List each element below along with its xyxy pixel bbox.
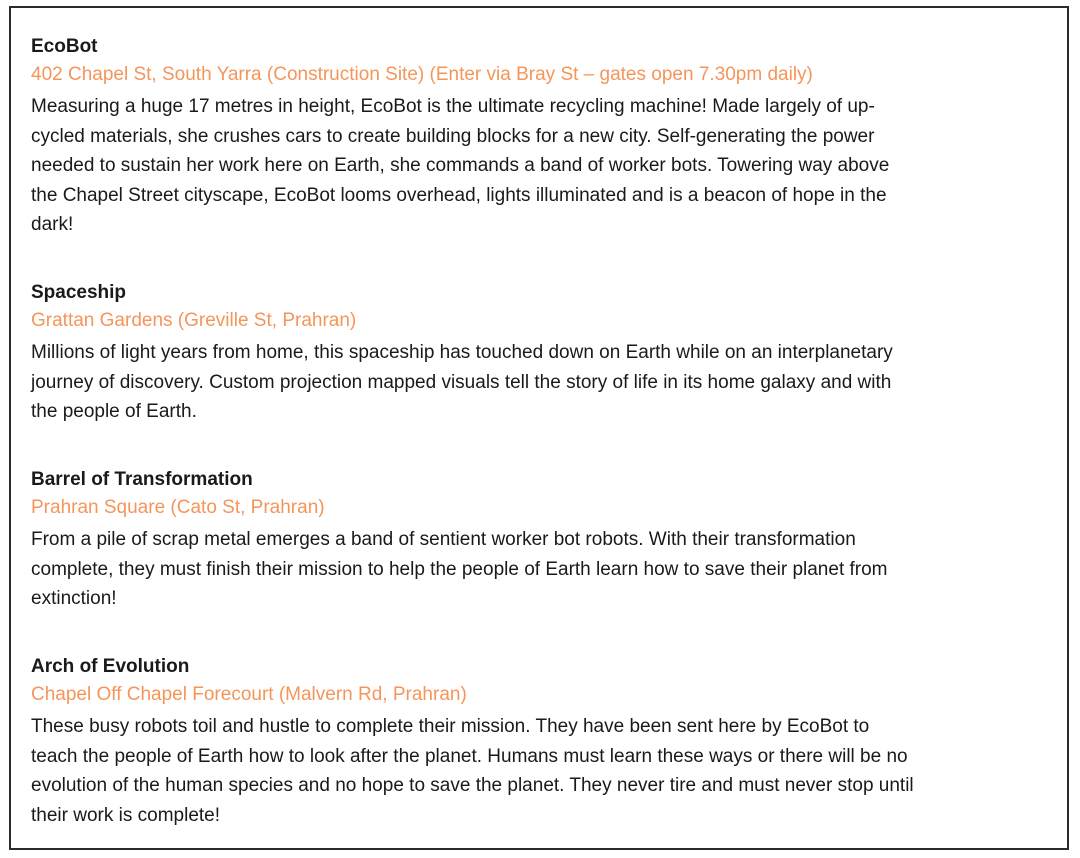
description-line: extinction! <box>31 588 117 609</box>
entry-arch-of-evolution <box>31 655 1061 830</box>
description-line: dark! <box>31 214 74 235</box>
description-line: cycled materials, she crushes cars to create building blocks for a new city. Self-generating the power <box>31 125 875 147</box>
entry-location: 402 Chapel St, South Yarra (Construction Site) (Enter via Bray St – gates open 7.30pm daily) <box>31 64 813 85</box>
entry-description <box>31 712 1061 830</box>
description-line: teach the people of Earth how to look after the planet. Humans must learn these ways or there will be no <box>31 745 908 767</box>
entry-location: Grattan Gardens (Greville St, Prahran) <box>31 310 357 331</box>
description-line: the Chapel Street cityscape, EcoBot looms overhead, lights illuminated and is a beacon of hope in the <box>31 184 887 206</box>
description-line: Measuring a huge 17 metres in height, EcoBot is the ultimate recycling machine! Made largely of up- <box>31 96 875 117</box>
description-line: From a pile of scrap metal emerges a band of sentient worker bot robots. With their transformation <box>31 529 856 550</box>
entry-title: EcoBot <box>31 36 98 57</box>
description-line: evolution of the human species and no hope to save the planet. They never tire and must never stop until <box>31 775 914 796</box>
entry-location: Chapel Off Chapel Forecourt (Malvern Rd, Prahran) <box>31 684 467 705</box>
entry-title: Barrel of Transformation <box>31 469 253 490</box>
description-line: needed to sustain her work here on Earth, she commands a band of worker bots. Towering way above <box>31 155 890 176</box>
content-frame <box>9 6 1069 850</box>
entry-title: Arch of Evolution <box>31 656 190 677</box>
entry-description <box>31 338 1061 427</box>
description-line: Millions of light years from home, this spaceship has touched down on Earth while on an interplanetary <box>31 342 893 363</box>
entry-barrel-of-transformation <box>31 468 1061 614</box>
entry-ecobot <box>31 35 1061 240</box>
entry-description <box>31 525 1061 614</box>
description-line: their work is complete! <box>31 804 221 826</box>
description-line: These busy robots toil and hustle to complete their mission. They have been sent here by EcoBot to <box>31 716 870 737</box>
entry-spaceship <box>31 281 1061 427</box>
entry-location: Prahran Square (Cato St, Prahran) <box>31 497 325 518</box>
description-line: journey of discovery. Custom projection mapped visuals tell the story of life in its home galaxy and with <box>31 371 892 393</box>
entry-title: Spaceship <box>31 282 127 303</box>
entry-description <box>31 92 1061 240</box>
description-line: complete, they must finish their mission to help the people of Earth learn how to save their planet from <box>31 558 888 580</box>
description-line: the people of Earth. <box>31 401 197 422</box>
